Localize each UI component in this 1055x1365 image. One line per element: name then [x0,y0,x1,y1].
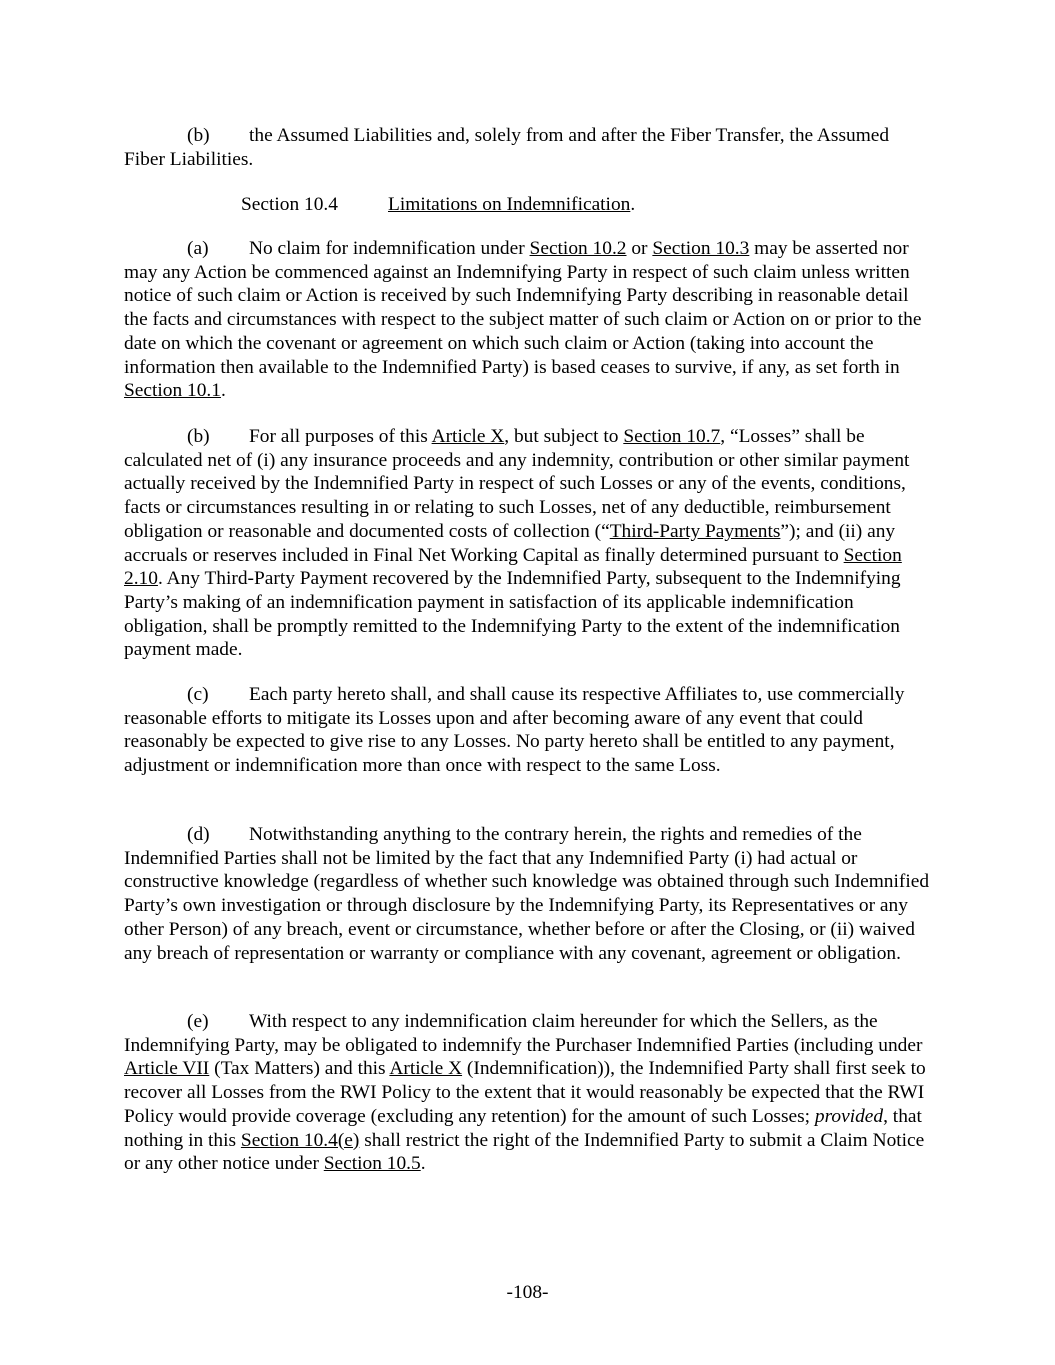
cross-reference-link[interactable]: Section 10.5 [323,1153,421,1175]
paragraph-label: (b) [187,426,210,447]
cross-reference-link[interactable]: Article X [389,1058,463,1080]
cross-reference-link[interactable]: Article VII [124,1058,210,1080]
italic-term: provided [814,1105,884,1127]
paragraph-label: (a) [187,238,209,259]
paragraph-text: , but subject to [504,426,624,447]
cross-reference-link[interactable]: Section 10.7 [623,426,721,447]
paragraph-text: ”); and (ii) any accruals or reserves included in Final Net Working Capital as finally determined pursuant to [124,520,896,566]
paragraph-text: (Indemnification)), the Indemnified Party shall first seek to recover all Losses from the RWI Policy to the extent that it would reasonably be expected that the RWI Policy would provide coverage (excluding any retention) for the amount of such Losses; [124,1058,926,1127]
paragraph-text: Notwithstanding anything to the contrary herein, the rights and remedies of the Indemnified Parties shall not be limited by the fact that any Indemnified Party (i) had actual or constructive knowledge (regardless of whether such knowledge was obtained through such Indemnified Party’s own investigation or through disclosure by the Indemnifying Party, its Representatives or any other Person) of any breach, event or circumstance, whether before or after the Closing, or (ii) waived any breach of representation or warranty or compliance with any covenant, agreement or obligation. [124,824,930,964]
paragraph-label: (b) [187,125,210,146]
paragraph-label: (e) [187,1011,209,1032]
paragraph-a [124,237,934,403]
paragraph-text: may be asserted nor may any Action be commenced against an Indemnifying Party in respect of such claim unless written notice of such claim or Action is received by such Indemnifying Party describing in reasonable detail the facts and circumstances with respect to the subject matter of such claim or Action on or prior to the date on which the covenant or agreement on which such claim or Action (taking into account the information then available to the Indemnified Party) is based ceases to survive, if any, as set forth in [124,238,922,378]
paragraph-text: For all purposes of this [249,426,432,447]
section-title-period: . [630,194,636,215]
paragraph-text: , that nothing in this [124,1105,922,1151]
paragraph-text: (Tax Matters) and this [209,1058,390,1080]
paragraph-label: (d) [187,824,210,845]
paragraph-text: the Assumed Liabilities and, solely from and after the Fiber Transfer, the Assumed Fiber Liabilities. [124,125,890,170]
paragraph-text: , “Losses” shall be calculated net of (i) any insurance proceeds and any indemnity, contribution or other similar payment actually received by the Indemnified Party in respect of such Losses or any of the events, conditions, facts or circumstances resulting in or relating to such Losses, net of any deductible, reimbursement obligation or reasonable and documented costs of collection (“ [124,426,910,542]
paragraph-text: With respect to any indemnification claim hereunder for which the Sellers, as the Indemnifying Party, may be obligated to indemnify the Purchaser Indemnified Parties (including under [124,1011,923,1056]
paragraph-text: . [420,1153,426,1175]
cross-reference-link[interactable]: Section 2.10 [124,544,902,590]
cross-reference-link[interactable]: Section 10.2 [529,238,627,259]
paragraph-label: (c) [187,684,209,705]
cross-reference-link[interactable]: Section 10.1 [124,380,221,402]
paragraph-text: or [626,238,653,259]
paragraph-e [124,1010,934,1176]
paragraph-d [124,823,934,965]
paragraph-text: shall restrict the right of the Indemnified Party to submit a Claim Notice or any other notice under [124,1129,925,1175]
paragraph-b [124,425,934,662]
cross-reference-link[interactable]: Section 10.4(e) [240,1129,360,1151]
section-number: Section 10.4 [241,194,338,215]
section-title: Limitations on Indemnification [388,194,631,215]
paragraph-text: No claim for indemnification under [249,238,530,259]
defined-term: Third-Party Payments [609,520,781,542]
paragraph-text: . [220,380,226,402]
cross-reference-link[interactable]: Section 10.3 [652,238,750,259]
page-number: -108- [506,1282,549,1303]
paragraph-text: Each party hereto shall, and shall cause its respective Affiliates to, use commercially reasonable efforts to mitigate its Losses upon and after becoming aware of any event that could reasonably be expected to give rise to any Losses. No party hereto shall be entitled to any payment, adjustment or indemnification more than once with respect to the same Loss. [124,684,905,777]
section-heading [241,193,635,217]
paragraph-c [124,683,934,778]
cross-reference-link[interactable]: Article X [431,426,505,447]
paragraph-b-assumed-liabilities [124,124,934,171]
paragraph-text: . Any Third-Party Payment recovered by the Indemnified Party, subsequent to the Indemnifying Party’s making of an indemnification payment in satisfaction of its applicable indemnification obligation, shall be promptly remitted to the Indemnifying Party to the extent of the indemnification payment made. [124,568,901,661]
